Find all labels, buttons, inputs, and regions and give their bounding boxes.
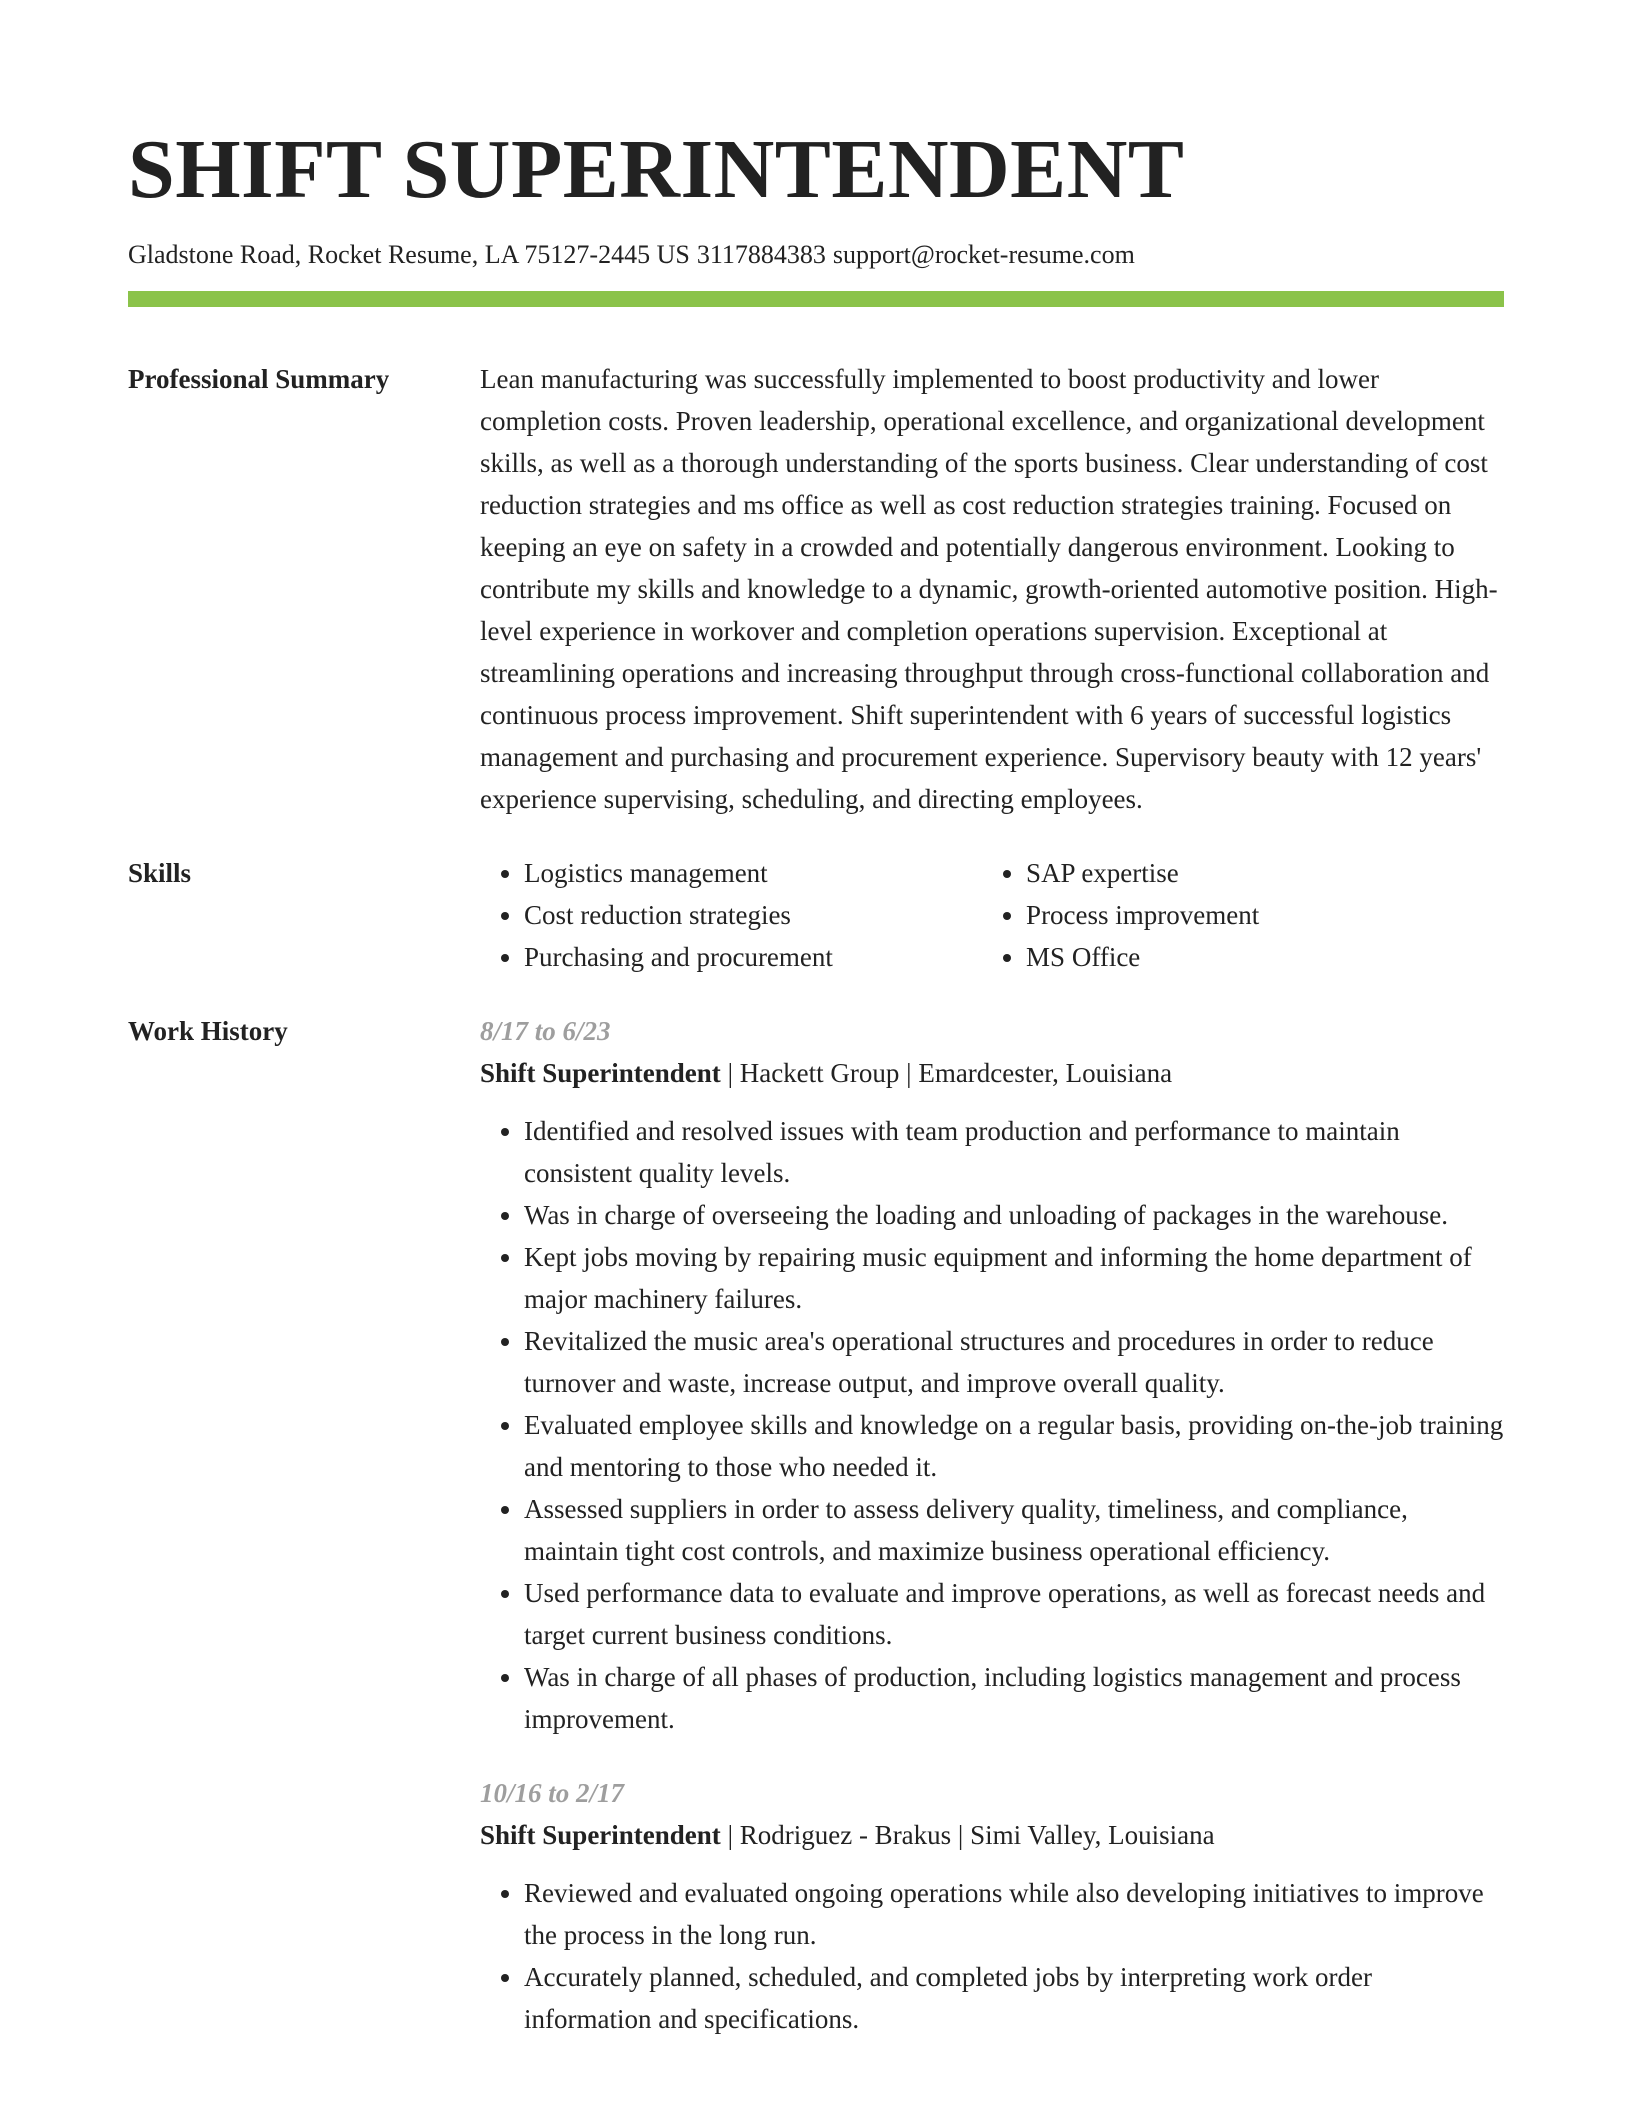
skills-section: [128, 852, 1504, 978]
skill-item: • MS Office: [1026, 936, 1504, 978]
phone: 3117884383: [696, 240, 826, 269]
summary-section: [128, 358, 1504, 820]
resume-page: [128, 118, 1504, 2040]
job-bullet: • Was in charge of overseeing the loading and unloading of packages in the warehouse.: [524, 1194, 1504, 1236]
job-bullet: • Revitalized the music area's operational structures and procedures in order to reduce turnover and waste, increase output, and improve overall quality.: [524, 1320, 1504, 1404]
job-bullet: • Evaluated employee skills and knowledge on a regular basis, providing on-the-job training and mentoring to those who needed it.: [524, 1404, 1504, 1488]
job-title: Shift Superintendent: [480, 1058, 721, 1088]
skill-item: • Process improvement: [1026, 894, 1504, 936]
job-bullets: [480, 1872, 1504, 2040]
email: support@rocket-resume.com: [832, 240, 1135, 269]
section-heading: Professional Summary: [128, 364, 390, 394]
job-company: Rodriguez - Brakus: [739, 1820, 952, 1850]
work-history-section: [128, 1010, 1504, 2040]
skill-item: • Purchasing and procurement: [524, 936, 982, 978]
job-bullet: • Identified and resolved issues with team production and performance to maintain consistent quality levels.: [524, 1110, 1504, 1194]
job-bullet: • Assessed suppliers in order to assess delivery quality, timeliness, and compliance, maintain tight cost controls, and maximize business operational efficiency.: [524, 1488, 1504, 1572]
skill-item: • Cost reduction strategies: [524, 894, 982, 936]
section-heading: Skills: [128, 858, 192, 888]
accent-divider: [128, 291, 1504, 307]
job-bullet: • Accurately planned, scheduled, and completed jobs by interpreting work order information and specifications.: [524, 1956, 1504, 2040]
candidate-name: SHIFT SUPERINTENDENT: [128, 123, 1185, 216]
section-heading: Work History: [128, 1016, 288, 1046]
job-bullets: [480, 1110, 1504, 1740]
summary-text: Lean manufacturing was successfully implemented to boost productivity and lower completion costs. Proven leadership, operational excellence, and organizational development skills, as well as a thorough understanding of the sports business. Clear understanding of cost reduction strategies and ms office as well as cost reduction strategies training. Focused on keeping an eye on safety in a crowded and potentially dangerous environment. Looking to contribute my skills and knowledge to a dynamic, growth-oriented automotive position. High-level experience in workover and completion operations supervision. Exceptional at streamlining operations and increasing throughput through cross-functional collaboration and continuous process improvement. Shift superintendent with 6 years of successful logistics management and purchasing and procurement experience. Supervisory beauty with 12 years' experience supervising, scheduling, and directing employees.: [480, 364, 1498, 814]
job-bullet: • Used performance data to evaluate and improve operations, as well as forecast needs and target current business conditions.: [524, 1572, 1504, 1656]
job-dates: 8/17 to 6/23: [480, 1016, 611, 1046]
job-company: Hackett Group: [739, 1058, 900, 1088]
job-dates: 10/16 to 2/17: [480, 1778, 625, 1808]
skills-list: [480, 852, 1504, 978]
skill-item: • SAP expertise: [1026, 852, 1504, 894]
skill-item: • Logistics management: [524, 852, 982, 894]
job-entry: [480, 1010, 1504, 1740]
job-entry: [480, 1772, 1504, 2040]
job-title: Shift Superintendent: [480, 1820, 721, 1850]
job-heading: Shift Superintendent | Hackett Group | Emardcester, Louisiana: [480, 1058, 1173, 1088]
contact-line: [128, 238, 1504, 272]
job-location: Emardcester, Louisiana: [918, 1058, 1173, 1088]
job-bullet: • Kept jobs moving by repairing music equipment and informing the home department of major machinery failures.: [524, 1236, 1504, 1320]
job-bullet: • Reviewed and evaluated ongoing operations while also developing initiatives to improve the process in the long run.: [524, 1872, 1504, 1956]
job-heading: Shift Superintendent | Rodriguez - Brakus | Simi Valley, Louisiana: [480, 1820, 1215, 1850]
job-bullet: • Was in charge of all phases of production, including logistics management and process improvement.: [524, 1656, 1504, 1740]
address: Gladstone Road, Rocket Resume, LA 75127-2445 US: [128, 240, 690, 269]
job-location: Simi Valley, Louisiana: [970, 1820, 1215, 1850]
